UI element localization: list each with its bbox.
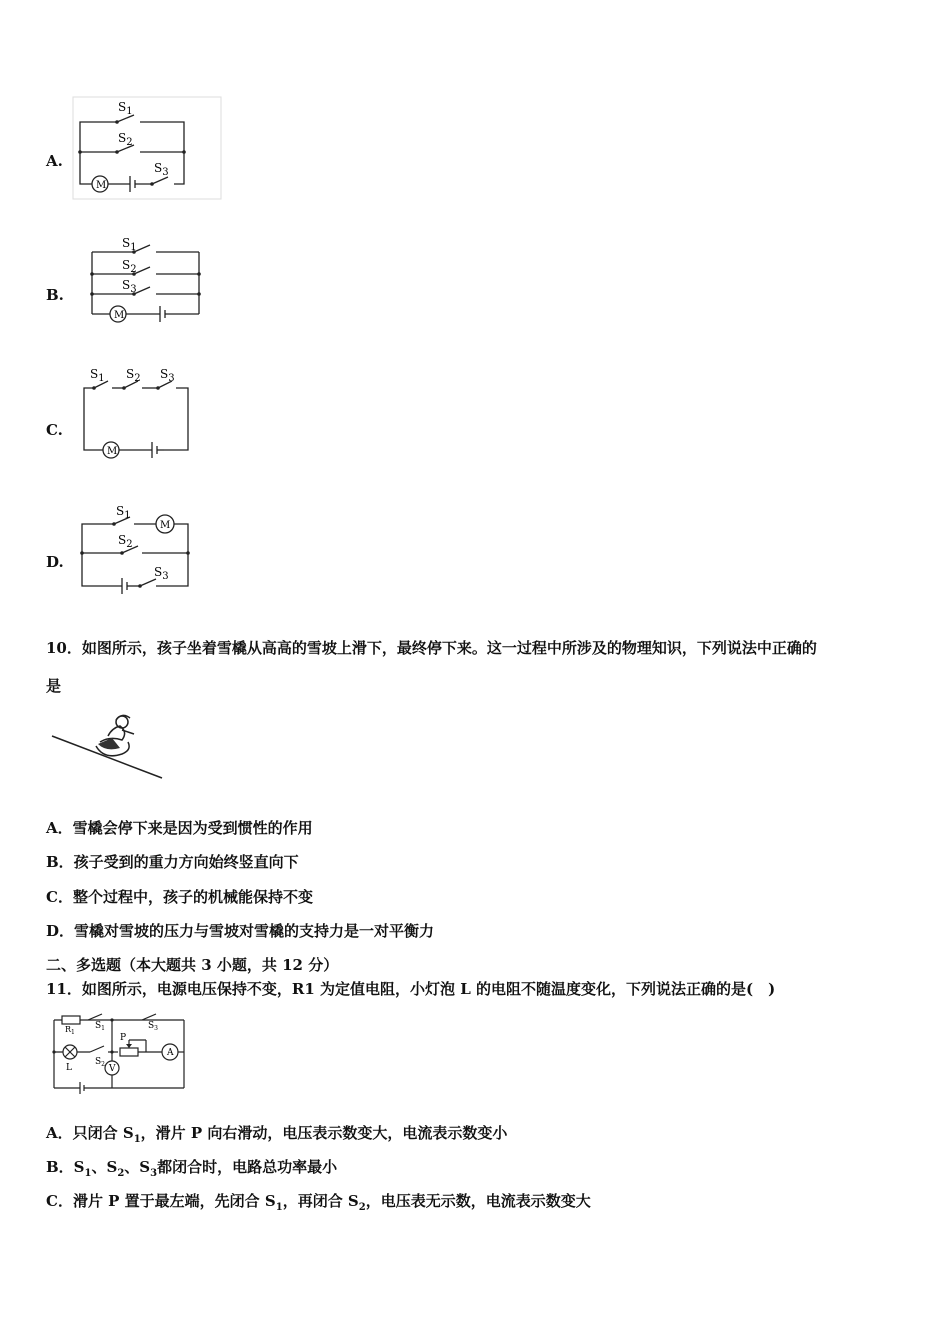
q11-circuit xyxy=(46,1010,192,1094)
q11-option-a[interactable]: A．只闭合 $S_1$，滑片 P 向右滑动，电压表示数变大，电流表示数变小 xyxy=(46,1124,508,1145)
q9-option-b-circuit xyxy=(72,232,212,332)
q11-p-label: P xyxy=(120,1033,127,1043)
q9d-s3: $S_3$ xyxy=(154,565,169,582)
q11-lamp-label: L xyxy=(66,1063,72,1073)
q10-stem-line2: 是 xyxy=(46,677,62,695)
q10-stem-line1: 10．如图所示，孩子坐着雪橇从高高的雪坡上滑下，最终停下来。这一过程中所涉及的物理知识，下列说法中正确的 xyxy=(46,639,817,657)
q11-s3-label: $S_3$ xyxy=(148,1021,158,1032)
q9a-s1: $S_1$ xyxy=(118,100,133,117)
q11-ammeter-label: A xyxy=(167,1048,174,1058)
sled-illustration xyxy=(50,712,166,782)
q9d-motor: M xyxy=(160,520,171,531)
q9c-motor: M xyxy=(107,446,118,457)
q9a-s2: $S_2$ xyxy=(118,131,133,148)
q9b-s3: $S_3$ xyxy=(122,278,137,295)
q11-s2-label: $S_2$ xyxy=(95,1057,105,1068)
q9d-s2: $S_2$ xyxy=(118,533,133,550)
q10-option-a[interactable]: A．雪橇会停下来是因为受到惯性的作用 xyxy=(46,819,313,837)
q9-option-d-circuit xyxy=(72,498,202,600)
q9c-s1: $S_1$ xyxy=(90,367,105,384)
q9a-motor: M xyxy=(96,180,107,191)
q9b-s1: $S_1$ xyxy=(122,236,137,253)
q9c-s3: $S_3$ xyxy=(160,367,175,384)
q11-r1-label: $R_1$ xyxy=(65,1025,75,1036)
q9c-s2: $S_2$ xyxy=(126,367,141,384)
q9a-s3: $S_3$ xyxy=(154,161,169,178)
q10-option-b[interactable]: B．孩子受到的重力方向始终竖直向下 xyxy=(46,853,299,871)
q9d-s1: $S_1$ xyxy=(116,504,131,521)
q11-s1-label: $S_1$ xyxy=(95,1021,105,1032)
q9-option-a-label[interactable]: A. xyxy=(46,152,63,170)
section-title: 二、多选题（本大题共 3 小题，共 12 分） xyxy=(46,956,339,974)
q9-option-a-circuit xyxy=(72,96,224,202)
q10-option-c[interactable]: C．整个过程中，孩子的机械能保持不变 xyxy=(46,888,313,906)
q9-option-c-circuit xyxy=(72,362,202,466)
q11-voltmeter-label: V xyxy=(109,1064,116,1074)
q9-option-c-label[interactable]: C. xyxy=(46,421,63,439)
q11-option-b[interactable]: B．$S_1$、$S_2$、$S_3$都闭合时，电路总功率最小 xyxy=(46,1158,338,1179)
q10-option-d[interactable]: D．雪橇对雪坡的压力与雪坡对雪橇的支持力是一对平衡力 xyxy=(46,922,435,940)
q11-option-c[interactable]: C．滑片 P 置于最左端，先闭合 $S_1$，再闭合 $S_2$，电压表无示数，电流表示数变大 xyxy=(46,1192,591,1213)
q9b-s2: $S_2$ xyxy=(122,258,137,275)
q11-stem: 11．如图所示，电源电压保持不变，R1 为定值电阻，小灯泡 L 的电阻不随温度变化，下列说法正确的是( ) xyxy=(46,980,776,998)
q9-option-d-label[interactable]: D. xyxy=(46,553,64,571)
q9b-motor: M xyxy=(114,310,125,321)
q9-option-b-label[interactable]: B. xyxy=(46,286,64,304)
